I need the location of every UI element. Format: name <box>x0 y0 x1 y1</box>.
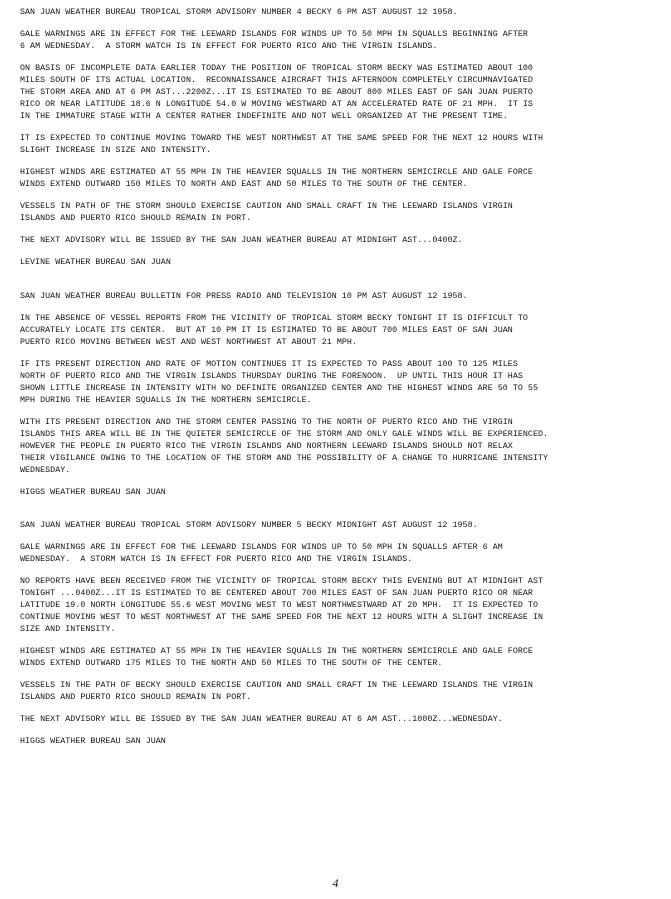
position-paragraph: ON BASIS OF INCOMPLETE DATA EARLIER TODAY THE POSITION OF TROPICAL STORM BECKY WAS ESTIMATED ABOUT 100 MILES SOUTH OF ITS ACTUAL LOCATION. RECONNAISSANCE AIRCRAFT THIS AFTERNOON COMPLETELY CIRCUMNAVIGATED THE STORM AREA AND AT 6 PM AST...2200Z...IT IS ESTIMATED TO BE ABOUT 800 MILES EAST OF SAN JUAN PUERTO RICO OR NEAR LATITUDE 18.6 N LONGITUDE 54.0 W MOVING WESTWARD AT AN ACCELERATED RATE OF 21 MPH. IT IS IN THE IMMATURE STAGE WITH A CENTER RATHER INDEFINITE AND NOT WELL ORGANIZED AT THE PRESENT TIME. <box>20 64 533 121</box>
winds-paragraph: HIGHEST WINDS ARE ESTIMATED AT 55 MPH IN THE HEAVIER SQUALLS IN THE NORTHERN SEMICIRCLE AND GALE FORCE WINDS EXTEND OUTWARD 150 MILES TO NORTH AND EAST AND 50 MILES TO THE SOUTH OF THE CENTER. <box>20 168 533 189</box>
vigilance-paragraph: WITH ITS PRESENT DIRECTION AND THE STORM CENTER PASSING TO THE NORTH OF PUERTO RICO AND THE VIRGIN ISLANDS THIS AREA WILL BE IN THE QUIETER SEMICIRCLE OF THE STORM AND ONLY GALE WINDS WILL BE EXPERIENCED. HOWEVER THE PEOPLE IN PUERTO RICO THE VIRGIN ISLANDS AND NORTHERN LEEWARD ISLANDS SHOULD NOT RELAX THEIR VIGILANCE OWING TO THE LOCATION OF THE STORM AND THE POSSIBILITY OF A CHANGE TO HURRICANE INTENSITY WEDNESDAY. <box>20 418 549 475</box>
gale-warning-paragraph: GALE WARNINGS ARE IN EFFECT FOR THE LEEWARD ISLANDS FOR WINDS UP TO 50 MPH IN SQUALLS AFTER 6 AM WEDNESDAY. A STORM WATCH IS IN EFFECT FOR PUERTO RICO AND THE VIRGIN ISLANDS. <box>20 543 503 564</box>
section-spacer <box>20 509 654 520</box>
advisory-4-header: SAN JUAN WEATHER BUREAU TROPICAL STORM ADVISORY NUMBER 4 BECKY 6 PM AST AUGUST 12 1958. <box>20 8 458 17</box>
vessels-paragraph: VESSELS IN THE PATH OF BECKY SHOULD EXERCISE CAUTION AND SMALL CRAFT IN THE LEEWARD ISLANDS THE VIRGIN ISLANDS AND PUERTO RICO SHOULD REMAIN IN PORT. <box>20 681 533 702</box>
signature: HIGGS WEATHER BUREAU SAN JUAN <box>20 488 166 497</box>
gale-warning-paragraph: GALE WARNINGS ARE IN EFFECT FOR THE LEEWARD ISLANDS FOR WINDS UP TO 50 MPH IN SQUALLS BEGINNING AFTER 6 AM WEDNESDAY. A STORM WATCH IS IN EFFECT FOR PUERTO RICO AND THE VIRGIN ISLANDS. <box>20 30 528 51</box>
section-spacer <box>20 279 654 291</box>
winds-paragraph: HIGHEST WINDS ARE ESTIMATED AT 55 MPH IN THE HEAVIER SQUALLS IN THE NORTHERN SEMICIRCLE AND GALE FORCE WINDS EXTEND OUTWARD 175 MILES TO THE NORTH AND 50 MILES TO THE SOUTH OF THE CENTER. <box>20 647 533 668</box>
signature: LEVINE WEATHER BUREAU SAN JUAN <box>20 258 171 267</box>
next-advisory-paragraph: THE NEXT ADVISORY WILL BE ISSUED BY THE SAN JUAN WEATHER BUREAU AT MIDNIGHT AST...0400Z. <box>20 236 463 245</box>
advisory-5-header: SAN JUAN WEATHER BUREAU TROPICAL STORM ADVISORY NUMBER 5 BECKY MIDNIGHT AST AUGUST 12 1958. <box>20 521 478 530</box>
bulletin-section <box>20 291 654 499</box>
bulletin-header: SAN JUAN WEATHER BUREAU BULLETIN FOR PRESS RADIO AND TELEVISION 10 PM AST AUGUST 12 1958. <box>20 292 468 301</box>
signature: HIGGS WEATHER BUREAU SAN JUAN <box>20 737 166 746</box>
advisory-4-section <box>20 7 654 269</box>
forecast-paragraph: IT IS EXPECTED TO CONTINUE MOVING TOWARD THE WEST NORTHWEST AT THE SAME SPEED FOR THE NEXT 12 HOURS WITH SLIGHT INCREASE IN SIZE AND INTENSITY. <box>20 134 544 155</box>
document-page <box>20 7 654 758</box>
location-paragraph: IN THE ABSENCE OF VESSEL REPORTS FROM THE VICINITY OF TROPICAL STORM BECKY TONIGHT IT IS DIFFICULT TO ACCURATELY LOCATE ITS CENTER. BUT AT 10 PM IT IS ESTIMATED TO BE ABOUT 700 MILES EAST OF SAN JUAN PUERTO RICO MOVING BETWEEN WEST AND WEST NORTHWEST AT ABOUT 21 MPH. <box>20 314 528 347</box>
position-paragraph: NO REPORTS HAVE BEEN RECEIVED FROM THE VICINITY OF TROPICAL STORM BECKY THIS EVENING BUT AT MIDNIGHT AST TONIGHT ...0400Z...IT IS ESTIMATED TO BE CENTERED ABOUT 700 MILES EAST OF SAN JUAN PUERTO RICO OR NEAR LATITUDE 19.0 NORTH LONGITUDE 55.6 WEST MOVING WEST TO WEST NORTHWESTWARD AT 20 MPH. IT IS EXPECTED TO CONTINUE MOVING WEST TO WEST NORTHWEST AT THE SAME SPEED FOR THE NEXT 12 HOURS WITH A SLIGHT INCREASE IN SIZE AND INTENSITY. <box>20 577 544 634</box>
page-number: 4 <box>332 876 339 890</box>
vessels-paragraph: VESSELS IN PATH OF THE STORM SHOULD EXERCISE CAUTION AND SMALL CRAFT IN THE LEEWARD ISLANDS VIRGIN ISLANDS AND PUERTO RICO SHOULD REMAIN IN PORT. <box>20 202 513 223</box>
motion-paragraph: IF ITS PRESENT DIRECTION AND RATE OF MOTION CONTINUES IT IS EXPECTED TO PASS ABOUT 100 TO 125 MILES NORTH OF PUERTO RICO AND THE VIRGIN ISLANDS THURSDAY DURING THE FORENOON. UP UNTIL THIS HOUR IT HAS SHOWN LITTLE INCREASE IN INTENSITY WITH NO DEFINITE ORGANIZED CENTER AND THE HIGHEST WINDS ARE 50 TO 55 MPH DURING THE HEAVIER SQUALLS IN THE NORTHERN SEMICIRCLE. <box>20 360 538 405</box>
advisory-5-section <box>20 520 654 748</box>
next-advisory-paragraph: THE NEXT ADVISORY WILL BE ISSUED BY THE SAN JUAN WEATHER BUREAU AT 6 AM AST...1000Z...WEDNESDAY. <box>20 715 503 724</box>
